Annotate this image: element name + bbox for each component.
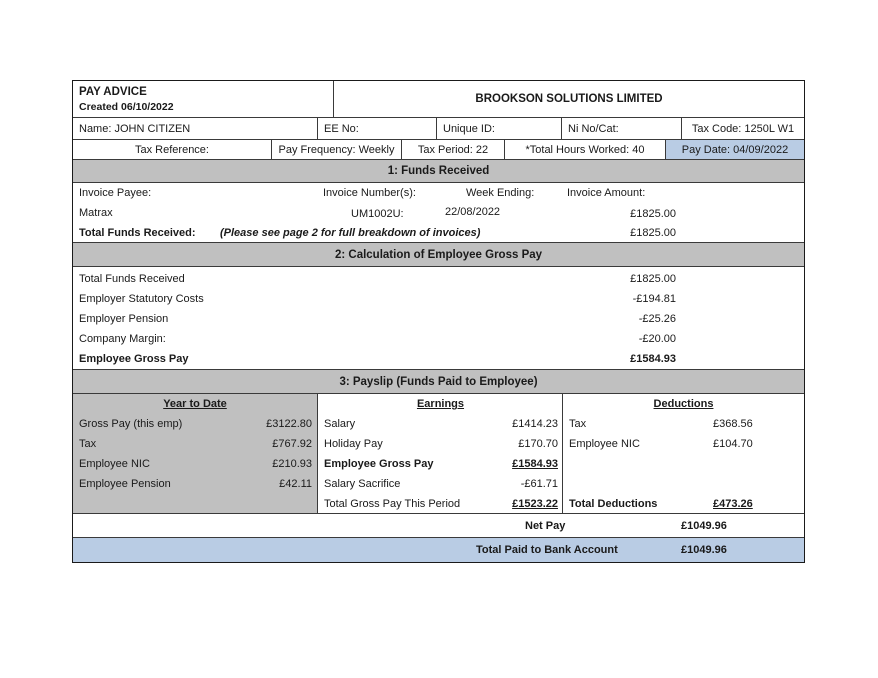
section-funds-received: [73, 183, 804, 243]
ytd-label: Employee NIC: [79, 458, 150, 470]
calc-label: Company Margin:: [79, 333, 166, 345]
invoice-payee: Matrax: [79, 207, 113, 219]
employee-info-row: [73, 118, 804, 140]
ytd-heading: Year to Date: [163, 398, 227, 410]
ytd-value: £42.11: [279, 478, 312, 490]
net-pay-row: [73, 514, 804, 538]
ee-number: EE No:: [324, 122, 359, 135]
earnings-label: Salary: [324, 418, 356, 430]
hours-worked: *Total Hours Worked: 40: [525, 143, 645, 156]
ni-number: Ni No/Cat:: [568, 122, 619, 135]
total-gross-period-value: £1523.22: [512, 498, 558, 510]
invoice-amount-label: Invoice Amount:: [567, 187, 646, 199]
bank-payment-row: [73, 538, 804, 562]
pay-period-row: [73, 140, 804, 160]
unique-id: Unique ID:: [443, 122, 495, 135]
calc-gross-pay-label: Employee Gross Pay: [79, 353, 189, 365]
earnings-panel: [317, 394, 563, 513]
pay-advice-document: [72, 80, 805, 563]
document-title: PAY ADVICE: [79, 85, 147, 98]
net-pay-label: Net Pay: [525, 520, 566, 532]
bank-payment-label: Total Paid to Bank Account: [476, 544, 618, 556]
week-ending: 22/08/2022: [445, 206, 501, 218]
section-payslip: [73, 394, 804, 514]
section-gross-pay: [73, 267, 804, 370]
section-3-title: 3: Payslip (Funds Paid to Employee): [339, 375, 538, 388]
section-1-title: 1: Funds Received: [387, 165, 490, 177]
invoice-payee-label: Invoice Payee:: [79, 187, 152, 199]
section-funds-received-header: [73, 160, 804, 183]
year-to-date-panel: [73, 394, 317, 513]
calc-value: -£194.81: [632, 293, 676, 305]
ytd-label: Employee Pension: [79, 478, 171, 490]
calc-label: Total Funds Received: [79, 273, 185, 285]
calc-label: Employer Statutory Costs: [79, 293, 204, 305]
calc-value: £1825.00: [630, 273, 676, 285]
ytd-label: Tax: [79, 438, 97, 450]
earnings-label: Holiday Pay: [324, 438, 383, 450]
total-gross-period-label: Total Gross Pay This Period: [324, 498, 461, 510]
ytd-value: £3122.80: [266, 418, 312, 430]
invoice-number-label: Invoice Number(s):: [323, 187, 416, 199]
total-deductions-value: £473.26: [713, 498, 753, 510]
calc-value: -£25.26: [638, 313, 676, 325]
total-funds-label: Total Funds Received:: [79, 227, 196, 239]
deduction-value: £104.70: [713, 438, 753, 450]
total-deductions-label: Total Deductions: [569, 498, 658, 510]
invoice-breakdown-note: (Please see page 2 for full breakdown of invoices): [220, 227, 481, 239]
tax-period: Tax Period: 22: [417, 143, 489, 156]
week-ending-label: Week Ending:: [466, 187, 535, 199]
calc-label: Employer Pension: [79, 313, 169, 325]
employee-name: Name: JOHN CITIZEN: [79, 122, 191, 135]
deduction-label: Tax: [569, 418, 587, 430]
earnings-gross-value: £1584.93: [512, 458, 558, 470]
section-2-title: 2: Calculation of Employee Gross Pay: [334, 248, 543, 261]
deductions-heading: Deductions: [653, 398, 714, 410]
tax-code: Tax Code: 1250L W1: [691, 122, 795, 135]
company-name: BROOKSON SOLUTIONS LIMITED: [475, 93, 663, 105]
ytd-label: Gross Pay (this emp): [79, 418, 183, 430]
section-payslip-header: [73, 370, 804, 394]
calc-gross-pay-value: £1584.93: [630, 353, 676, 365]
earnings-value: £170.70: [518, 438, 558, 450]
pay-date: Pay Date: 04/09/2022: [681, 143, 789, 156]
header-row: [73, 81, 804, 118]
invoice-amount: £1825.00: [630, 208, 676, 220]
earnings-value: £1414.23: [512, 418, 558, 430]
earnings-value: -£61.71: [520, 478, 558, 490]
section-gross-pay-header: [73, 243, 804, 267]
ytd-value: £210.93: [272, 458, 312, 470]
calc-value: -£20.00: [638, 333, 676, 345]
total-funds-amount: £1825.00: [630, 227, 676, 239]
tax-reference: Tax Reference:: [135, 143, 209, 156]
invoice-number: UM1002U:: [351, 208, 404, 220]
net-pay-value: £1049.96: [681, 520, 727, 532]
earnings-label: Salary Sacrifice: [324, 478, 401, 490]
created-date: Created 06/10/2022: [79, 100, 174, 113]
pay-frequency: Pay Frequency: Weekly: [278, 143, 395, 156]
deduction-value: £368.56: [713, 418, 753, 430]
earnings-gross-label: Employee Gross Pay: [324, 458, 434, 470]
ytd-value: £767.92: [272, 438, 312, 450]
bank-payment-value: £1049.96: [681, 544, 727, 556]
deductions-panel: [562, 394, 804, 513]
earnings-heading: Earnings: [416, 398, 465, 410]
deduction-label: Employee NIC: [569, 438, 640, 450]
